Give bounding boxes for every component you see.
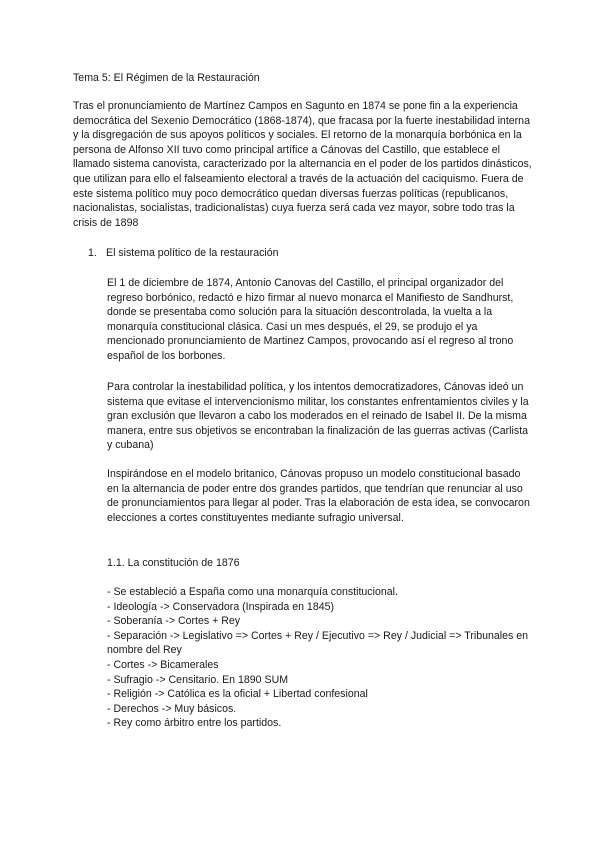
list-item: - Derechos -> Muy básicos.: [107, 702, 237, 715]
section-paragraph: Para controlar la inestabilidad política, y los intentos democratizadores, Cánovas ideó un sistema que evitase el intervencionismo militar, los constantes enfrentamientos civiles y la gran exclusión que llevaron a cabo los moderados en el reinado de Isabel II. De la misma manera, entre sus objetivos se encontraban la finalización de las guerras activas (Carlista y cubana): [107, 381, 529, 452]
list-item: - Ideología -> Conservadora (Inspirada en 1845): [107, 600, 335, 613]
intro-paragraph: Tras el pronunciamiento de Martínez Campos en Sagunto en 1874 se pone fin a la experiencia democrática del Sexenio Democrático (1868-1874), que fracasa por la fuerte inestabilidad interna y la disgregación de sus apoyos políticos y sociales. El retorno de la monarquía borbónica en la persona de Alfonso XII tuvo como principal artífice a Cánovas del Castillo, que establece el llamado sistema canovista, caracterizado por la alternancia en el poder de los partidos dinásticos, que utilizan para ello el falseamiento electoral a través de la actuación del caciquismo. Fuera de este sistema político muy poco democrático quedan diversas fuerzas políticas (republicanos, nacionalistas, socialistas, tradicionalistas) cuya fuerza será cada vez mayor, sobre todo tras la crisis de 1898: [73, 100, 532, 229]
list-item: - Cortes -> Bicamerales: [107, 658, 219, 671]
section-title: El sistema político de la restauración: [106, 247, 279, 259]
page-title: Tema 5: El Régimen de la Restauración: [73, 72, 260, 84]
list-item: - Separación -> Legislativo => Cortes + Rey / Ejecutivo => Rey / Judicial => Tribunales en nombre del Rey: [107, 629, 529, 657]
section-paragraph: El 1 de diciembre de 1874, Antonio Canovas del Castillo, el principal organizador del regreso borbónico, redactó e hizo firmar al nuevo monarca el Manifiesto de Sandhurst, donde se presentaba como solución para la situación descontrolada, la vuelta a la monarquía constitucional clásica. Casi un mes después, el 29, se produjo el ya mencionado pronunciamiento de Martinez Campos, provocando así el regreso al trono español de los borbones.: [107, 277, 514, 362]
constitution-list: [107, 585, 537, 731]
list-item: - Se estableció a España como una monarquía constitucional.: [107, 586, 398, 598]
list-item: - Religión -> Católica es la oficial + Libertad confesional: [107, 688, 368, 701]
section-paragraph: Inspirándose en el modelo britanico, Cánovas propuso un modelo constitucional basado en la alternancia de poder entre dos grandes partidos, que tendrían que renunciar al uso de pronunciamientos para llegar al poder. Tras la elaboración de esta idea, se convocaron elecciones a cortes constituyentes mediante sufragio universal.: [107, 468, 530, 524]
subsection-heading: 1.1. La constitución de 1876: [107, 557, 240, 569]
section-number: 1.: [88, 247, 97, 259]
list-item: - Soberanía -> Cortes + Rey: [107, 615, 241, 628]
list-item: - Sufragio -> Censitario. En 1890 SUM: [107, 673, 289, 686]
section-heading: [88, 246, 528, 261]
list-item: - Rey como árbitro entre los partidos.: [107, 717, 282, 730]
